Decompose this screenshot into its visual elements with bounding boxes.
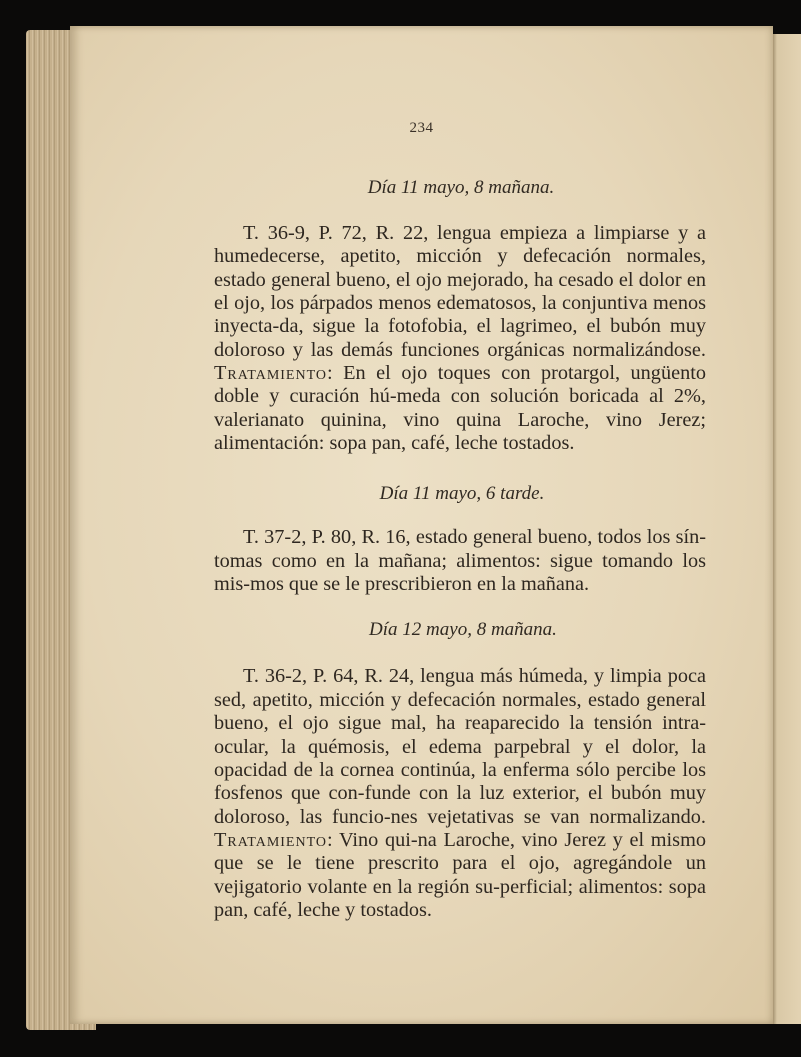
entry-text: T. 36-2, P. 64, R. 24, lengua más húmeda, y limpia poca sed, apetito, micción y defecación normales, estado general bueno, el ojo sigue mal, ha reaparecido la tensión intra-ocular, la quémosis, el edema parpebral y el dolor, la opacidad de la cornea continúa, la enferma sólo percibe los fosfenos que con-funde con la luz exterior, el bubón muy doloroso, las funcio-nes vejetativas se van normalizando. <box>214 665 706 828</box>
next-page-edge <box>771 34 801 1024</box>
entry-paragraph <box>214 222 706 455</box>
entry-text: : Vino qui-na Laroche, vino Jerez y el mismo que se le tiene prescrito para el ojo, agregándole un vejigatorio volante en la región su-perficial; alimentos: sopa pan, café, leche y tostados. <box>214 828 706 921</box>
treatment-label: Tratamiento <box>214 362 328 385</box>
entry-paragraph: T. 37-2, P. 80, R. 16, estado general bueno, todos los sín-tomas como en la mañana; alimentos: sigue tomando los mis-mos que se le prescribieron en la mañana. <box>214 526 706 596</box>
page-number: 234 <box>409 120 434 136</box>
entry-heading: Día 12 mayo, 8 mañana. <box>369 619 557 641</box>
entry-paragraph <box>214 665 706 922</box>
page-text <box>214 176 706 922</box>
entry-text: : En el ojo toques con protargol, ungüento doble y curación hú-meda con solución boricada al 2%, valerianato quinina, vino quina Laroche, vino Jerez; alimentación: sopa pan, café, leche tostados. <box>214 362 706 455</box>
entry-heading: Día 11 mayo, 8 mañana. <box>367 177 555 198</box>
treatment-label: Tratamiento <box>214 828 328 851</box>
entry-heading: Día 11 mayo, 6 tarde. <box>379 483 545 505</box>
entry-text: T. 36-9, P. 72, R. 22, lengua empieza a limpiarse y a humedecerse, apetito, micción y defecación normales, estado general bueno, el ojo mejorado, ha cesado el dolor en el ojo, los párpados menos edematosos, la conjuntiva menos inyecta-da, sigue la fotofobia, el lagrimeo, el bubón muy doloroso y las demás funciones orgánicas normalizándose. <box>214 222 706 361</box>
book-page <box>70 26 773 1024</box>
